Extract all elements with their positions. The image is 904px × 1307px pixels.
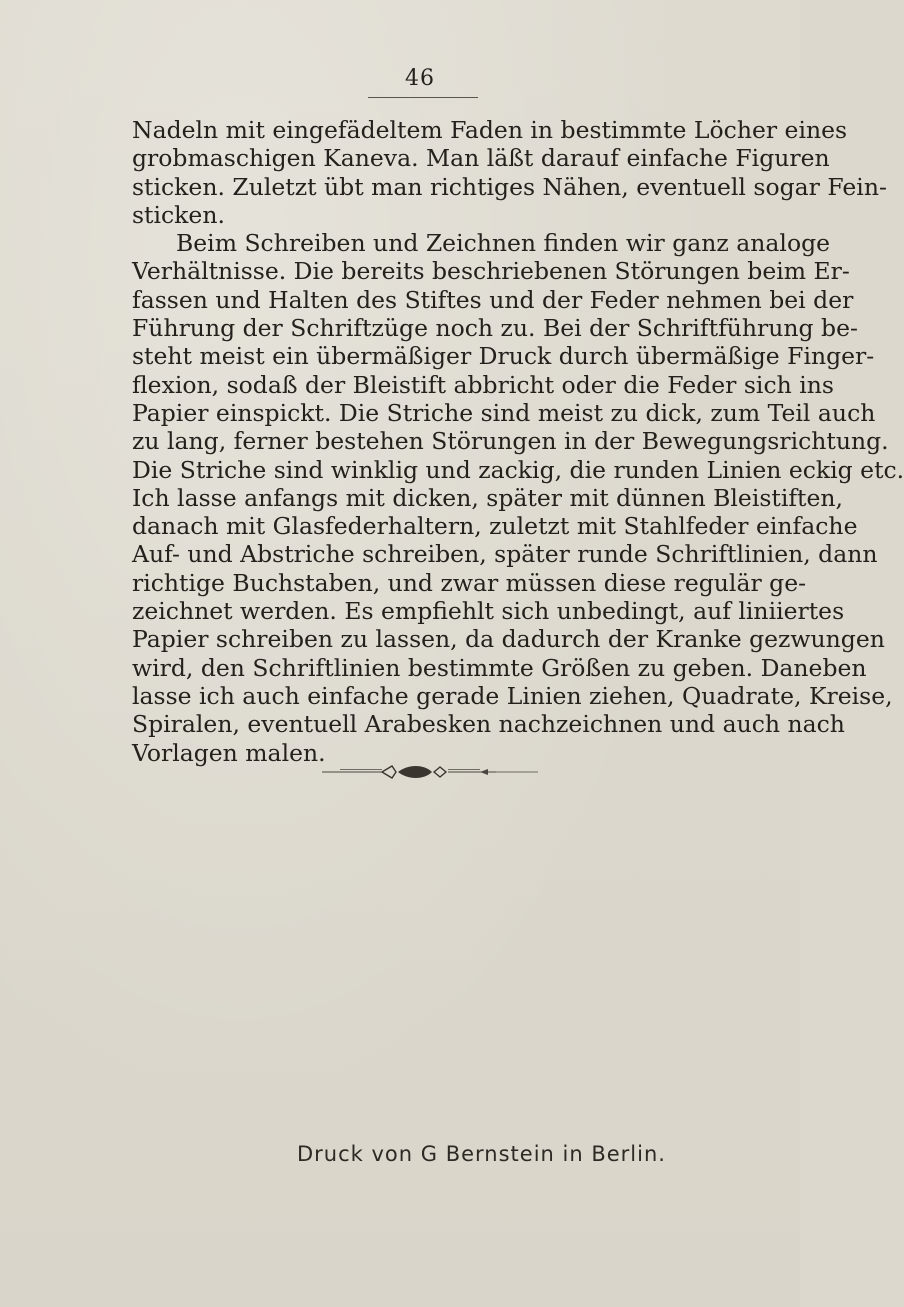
text-line: Führung der Schriftzüge noch zu. Bei der Schriftführung be- [132, 314, 858, 343]
text-line: Papier einspickt. Die Striche sind meist zu dick, zum Teil auch [132, 398, 876, 427]
page-number-rule [368, 97, 478, 98]
text-line: Auf- und Abstriche schreiben, später runde Schriftlinien, dann [132, 540, 878, 569]
text-line: sticken. Zuletzt übt man richtiges Nähen, eventuell sogar Fein- [132, 172, 887, 201]
text-line: Beim Schreiben und Zeichnen finden wir ganz analoge [176, 229, 831, 258]
text-line: wird, den Schriftlinien bestimmte Größen zu geben. Daneben [132, 653, 867, 682]
printer-imprint: Druck von G Bernstein in Berlin. [297, 1142, 666, 1166]
text-line: richtige Buchstaben, und zwar müssen diese regulär ge- [132, 568, 807, 597]
text-line: Spiralen, eventuell Arabesken nachzeichnen und auch nach [132, 710, 845, 739]
page-number: 46 [405, 66, 435, 91]
text-line: Nadeln mit eingefädeltem Faden in bestimmte Löcher eines [132, 116, 848, 144]
text-line: lasse ich auch einfache gerade Linien ziehen, Quadrate, Kreise, [132, 681, 893, 710]
text-line: Vorlagen malen. [132, 738, 326, 767]
text-line: sticken. [132, 200, 225, 229]
text-line: Papier schreiben zu lassen, da dadurch der Kranke gezwungen [132, 625, 885, 654]
body-text [132, 116, 904, 767]
text-line: Die Striche sind winklig und zackig, die runden Linien eckig etc. [132, 455, 904, 484]
text-line: zu lang, ferner bestehen Störungen in der Bewegungsrichtung. [132, 427, 889, 456]
text-line: flexion, sodaß der Bleistift abbricht oder die Feder sich ins [132, 370, 834, 399]
text-line: grobmaschigen Kaneva. Man läßt darauf einfache Figuren [132, 144, 830, 173]
text-line: Ich lasse anfangs mit dicken, später mit dünnen Bleistiften, [132, 483, 844, 512]
text-line: Verhältnisse. Die bereits beschriebenen Störungen beim Er- [132, 257, 850, 286]
ornamental-divider-icon [320, 763, 540, 781]
text-line: steht meist ein übermäßiger Druck durch übermäßige Finger- [132, 342, 875, 371]
text-line: danach mit Glasfederhaltern, zuletzt mit Stahlfeder einfache [132, 512, 858, 541]
text-line: zeichnet werden. Es empfiehlt sich unbedingt, auf liniiertes [132, 597, 845, 626]
text-line: fassen und Halten des Stiftes und der Feder nehmen bei der [132, 285, 854, 314]
